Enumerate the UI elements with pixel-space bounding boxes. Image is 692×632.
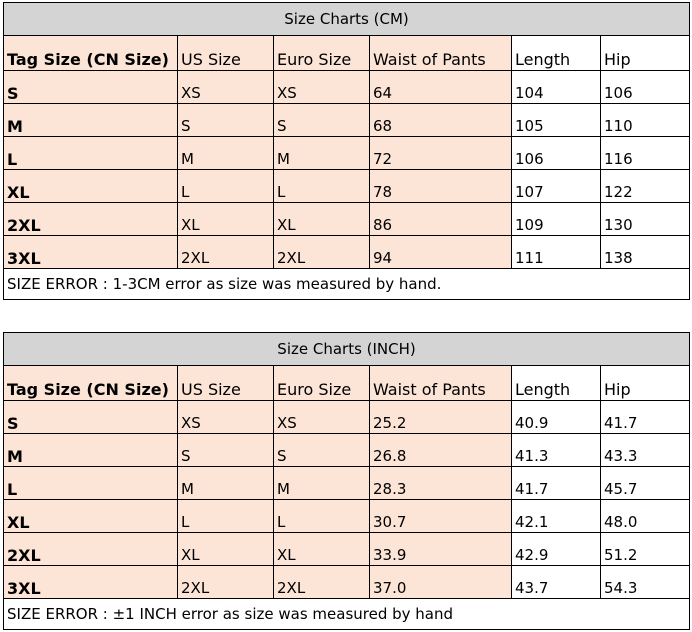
inch-header-row <box>4 366 690 401</box>
cell-tag-size: 3XL <box>4 236 178 269</box>
cell-length: 43.7 <box>512 566 601 599</box>
cell-euro-size: XL <box>274 203 370 236</box>
table-row <box>4 71 690 104</box>
cell-tag-size: XL <box>4 170 178 203</box>
cell-hip: 106 <box>601 71 690 104</box>
column-header-us-size: US Size <box>178 366 274 401</box>
cell-hip: 48.0 <box>601 500 690 533</box>
cell-hip: 110 <box>601 104 690 137</box>
cell-waist: 30.7 <box>370 500 512 533</box>
cell-us-size: XL <box>178 203 274 236</box>
cell-euro-size: XS <box>274 71 370 104</box>
cell-hip: 45.7 <box>601 467 690 500</box>
cell-euro-size: M <box>274 467 370 500</box>
cell-waist: 72 <box>370 137 512 170</box>
size-chart-cm-table <box>3 2 690 300</box>
cell-hip: 43.3 <box>601 434 690 467</box>
cell-us-size: S <box>178 104 274 137</box>
cell-hip: 41.7 <box>601 401 690 434</box>
cell-hip: 116 <box>601 137 690 170</box>
cell-length: 109 <box>512 203 601 236</box>
cell-length: 41.7 <box>512 467 601 500</box>
cell-tag-size: 3XL <box>4 566 178 599</box>
cell-tag-size: L <box>4 137 178 170</box>
size-chart-inch-table <box>3 332 690 630</box>
cell-waist: 26.8 <box>370 434 512 467</box>
size-chart-inch-body <box>4 333 690 630</box>
cell-length: 42.9 <box>512 533 601 566</box>
cell-waist: 64 <box>370 71 512 104</box>
cm-size-error-note: SIZE ERROR : 1-3CM error as size was measured by hand. <box>4 269 690 300</box>
cell-waist: 28.3 <box>370 467 512 500</box>
cell-length: 105 <box>512 104 601 137</box>
cell-length: 111 <box>512 236 601 269</box>
table-row <box>4 566 690 599</box>
cell-tag-size: 2XL <box>4 533 178 566</box>
size-chart-cm-body <box>4 3 690 300</box>
cell-hip: 138 <box>601 236 690 269</box>
cm-title-row <box>4 3 690 36</box>
cell-us-size: M <box>178 467 274 500</box>
cell-us-size: L <box>178 500 274 533</box>
column-header-us-size: US Size <box>178 36 274 71</box>
cell-hip: 51.2 <box>601 533 690 566</box>
inch-title-row <box>4 333 690 366</box>
table-row <box>4 467 690 500</box>
cell-euro-size: 2XL <box>274 236 370 269</box>
cell-euro-size: M <box>274 137 370 170</box>
cell-us-size: M <box>178 137 274 170</box>
cell-waist: 86 <box>370 203 512 236</box>
table-row <box>4 500 690 533</box>
table-row <box>4 401 690 434</box>
cell-hip: 122 <box>601 170 690 203</box>
cell-us-size: 2XL <box>178 566 274 599</box>
inch-chart-title: Size Charts (INCH) <box>4 333 690 366</box>
cell-tag-size: S <box>4 401 178 434</box>
cell-euro-size: S <box>274 104 370 137</box>
column-header-tag-size: Tag Size (CN Size) <box>4 36 178 71</box>
cell-us-size: 2XL <box>178 236 274 269</box>
table-row <box>4 170 690 203</box>
cell-length: 41.3 <box>512 434 601 467</box>
cell-length: 104 <box>512 71 601 104</box>
column-header-waist: Waist of Pants <box>370 36 512 71</box>
table-row <box>4 203 690 236</box>
cell-length: 42.1 <box>512 500 601 533</box>
cell-euro-size: L <box>274 170 370 203</box>
cell-length: 40.9 <box>512 401 601 434</box>
cell-length: 107 <box>512 170 601 203</box>
cell-waist: 68 <box>370 104 512 137</box>
table-row <box>4 434 690 467</box>
cell-us-size: L <box>178 170 274 203</box>
cell-hip: 130 <box>601 203 690 236</box>
cell-waist: 25.2 <box>370 401 512 434</box>
column-header-length: Length <box>512 36 601 71</box>
cm-note-row <box>4 269 690 300</box>
cell-waist: 78 <box>370 170 512 203</box>
cm-header-row <box>4 36 690 71</box>
inch-note-row <box>4 599 690 630</box>
cell-us-size: XS <box>178 71 274 104</box>
cell-us-size: XS <box>178 401 274 434</box>
column-header-euro-size: Euro Size <box>274 36 370 71</box>
column-header-length: Length <box>512 366 601 401</box>
inch-size-error-note: SIZE ERROR : ±1 INCH error as size was measured by hand <box>4 599 690 630</box>
cell-us-size: S <box>178 434 274 467</box>
cell-waist: 37.0 <box>370 566 512 599</box>
cell-euro-size: 2XL <box>274 566 370 599</box>
cell-waist: 33.9 <box>370 533 512 566</box>
table-row <box>4 533 690 566</box>
cell-length: 106 <box>512 137 601 170</box>
cell-hip: 54.3 <box>601 566 690 599</box>
cell-waist: 94 <box>370 236 512 269</box>
column-header-euro-size: Euro Size <box>274 366 370 401</box>
table-row <box>4 137 690 170</box>
cell-euro-size: XL <box>274 533 370 566</box>
cell-tag-size: M <box>4 434 178 467</box>
column-header-hip: Hip <box>601 36 690 71</box>
cell-euro-size: L <box>274 500 370 533</box>
cell-euro-size: XS <box>274 401 370 434</box>
cm-chart-title: Size Charts (CM) <box>4 3 690 36</box>
table-row <box>4 104 690 137</box>
cell-euro-size: S <box>274 434 370 467</box>
cell-us-size: XL <box>178 533 274 566</box>
column-header-tag-size: Tag Size (CN Size) <box>4 366 178 401</box>
column-header-hip: Hip <box>601 366 690 401</box>
cell-tag-size: M <box>4 104 178 137</box>
cell-tag-size: S <box>4 71 178 104</box>
column-header-waist: Waist of Pants <box>370 366 512 401</box>
cell-tag-size: XL <box>4 500 178 533</box>
cell-tag-size: L <box>4 467 178 500</box>
table-row <box>4 236 690 269</box>
cell-tag-size: 2XL <box>4 203 178 236</box>
